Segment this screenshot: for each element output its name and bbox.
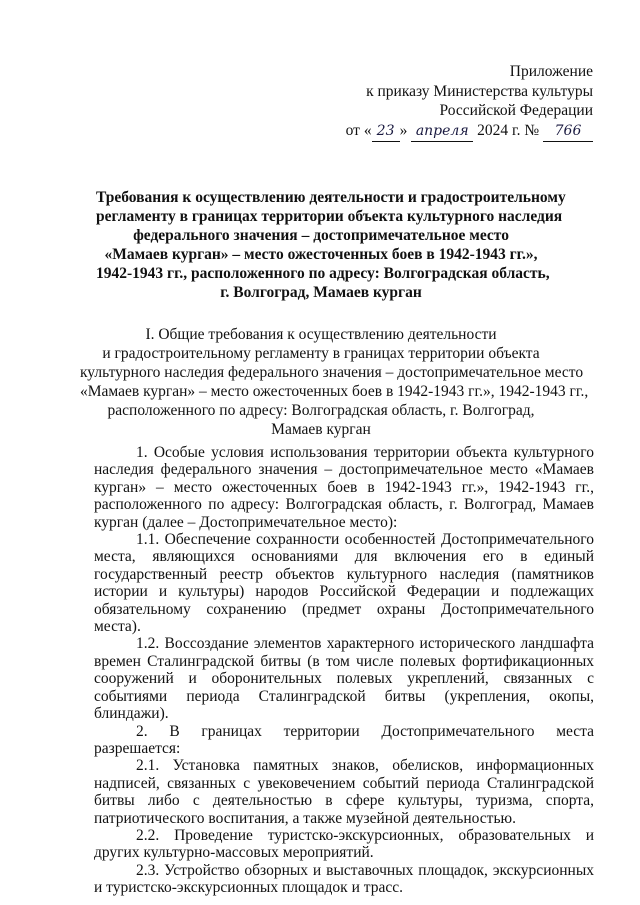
paragraph-2-3: 2.3. Устройство обзорных и выставочных площадок, экскурсионных и туристско-экскурсионных площадок и трасс. [94, 861, 594, 897]
appendix-date-line [346, 121, 593, 143]
title-line: Требования к осуществлению деятельности и градостроительному [96, 189, 566, 206]
handwritten-day: 23 [372, 122, 400, 143]
appendix-title: Приложение [509, 63, 593, 80]
appendix-order-ref: к приказу Министерства культуры [366, 82, 593, 100]
paragraph-2-1: 2.1. Установка памятных знаков, обелисков, информационных надписей, связанных с увековечением событий периода Сталинградской битвы либо с деятельностью в сфере культуры, туризма, спорта, патриотического воспитания, а также музейной деятельностью. [94, 757, 594, 827]
handwritten-order-number: 766 [543, 122, 593, 143]
paragraph-1-1: 1.1. Обеспечение сохранности особенностей Достопримечательного места, являющихся основаниями для включения его в единый государственный реестр объектов культурного наследия (памятников истории и культуры) народов Российской Федерации и подлежащих обязательному сохранению (предмет охраны Достопримечательного места). [94, 531, 594, 636]
document-title [96, 188, 566, 302]
section-line: культурного наследия федерального значения – достопримечательное место [80, 364, 584, 381]
paragraph-1: 1. Особые условия использования территории объекта культурного наследия федерального значения – достопримечательное место «Мамаев курган» – место ожесточенных боев в 1942-1943 гг.», 1942-1943 гг., расположенного по адресу: Волгоградская область, г. Волгоград, Мамаев курган (далее – Достопримечательное место): [94, 444, 594, 531]
title-line: регламенту в границах территории объекта культурного наследия [96, 208, 563, 225]
date-prefix: от « [345, 121, 372, 139]
section-heading [80, 325, 589, 439]
appendix-country: Российской Федерации [439, 102, 593, 119]
title-line: 1942-1943 гг., расположенного по адресу: Волгоградская область, [96, 265, 550, 282]
handwritten-month: апреля [411, 122, 473, 143]
date-mid: » [399, 121, 408, 139]
section-line: Мамаев курган [271, 421, 371, 438]
title-line: федерального значения – достопримечательное место [133, 227, 509, 244]
title-line: «Мамаев курган» – место ожесточенных боев в 1942-1943 гг.», [104, 246, 538, 263]
date-year: 2024 г. № [477, 121, 540, 139]
paragraph-1-2: 1.2. Воссоздание элементов характерного исторического ландшафта времен Сталинградской битвы (в том числе полевых фортификационных сооружений и оборонительных полевых укреплений, связанных с событиями периода Сталинградской битвы (укрепления, окопы, блиндажи). [94, 635, 594, 723]
title-line: г. Волгоград, Мамаев курган [220, 284, 422, 301]
section-line: расположенного по адресу: Волгоградская область, г. Волгоград, [107, 402, 535, 419]
paragraph-2-2: 2.2. Проведение туристско-экскурсионных, образовательных и других культурно-массовых мероприятий. [94, 826, 594, 862]
paragraph-2: 2. В границах территории Достопримечательного места разрешается: [94, 722, 594, 757]
section-line: и градостроительному регламенту в границах территории объекта [102, 345, 540, 362]
section-line: «Мамаев курган» – место ожесточенных боев в 1942-1943 гг.», 1942-1943 гг., [80, 383, 589, 400]
document-body [94, 444, 594, 897]
appendix-header [346, 62, 593, 142]
section-line: I. Общие требования к осуществлению деятельности [145, 326, 497, 343]
